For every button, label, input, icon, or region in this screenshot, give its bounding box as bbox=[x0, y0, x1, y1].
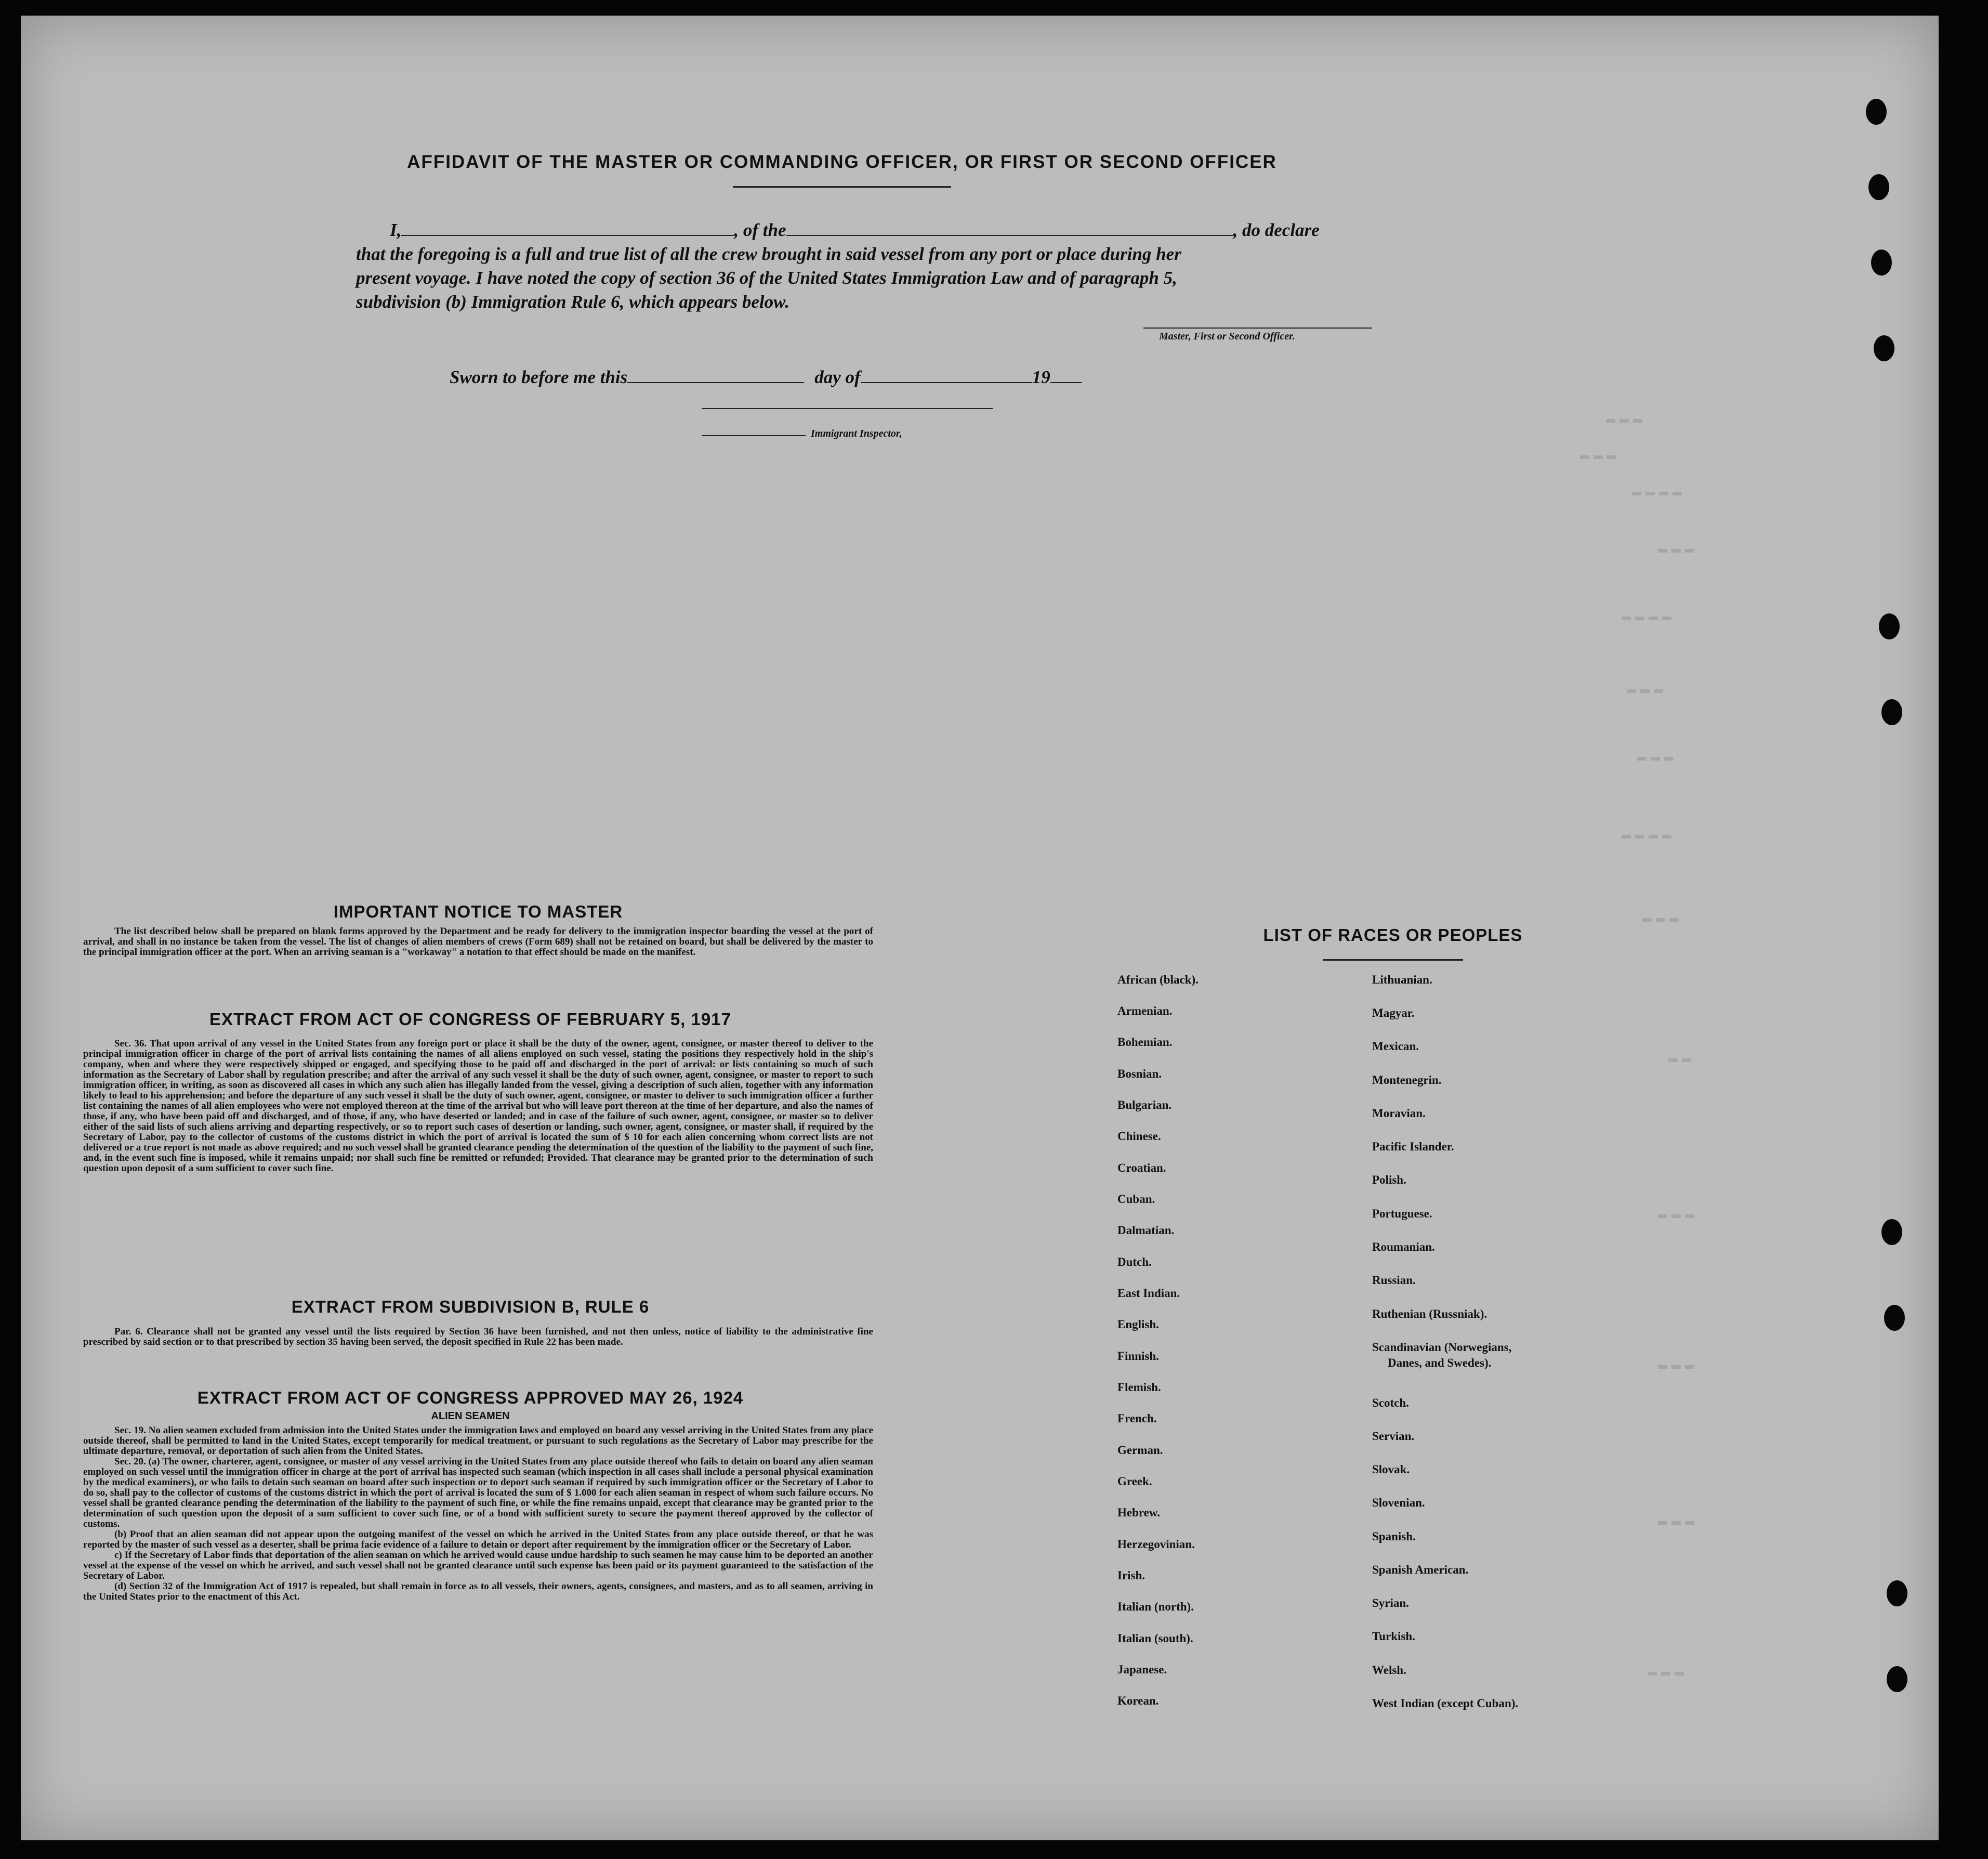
race-item: African (black). bbox=[1117, 973, 1199, 986]
notice-title: IMPORTANT NOTICE TO MASTER bbox=[333, 902, 623, 921]
title-underline bbox=[733, 186, 951, 188]
notice-text bbox=[83, 926, 873, 958]
alien-seamen-subtitle: ALIEN SEAMEN bbox=[431, 1410, 510, 1422]
affidavit-title: AFFIDAVIT OF THE MASTER OR COMMANDING OFFICER, OR FIRST OR SECOND OFFICER bbox=[407, 152, 1277, 172]
extract-1917-text bbox=[83, 1039, 873, 1174]
race-item: Flemish. bbox=[1117, 1381, 1161, 1394]
section-20d-paragraph: (d) Section 32 of the Immigration Act of 1917 is repealed, but shall remain in force as to all vessels, their owners, agents, consignees, and masters, and as to all seamen, arriving in the United States prior to the enactment of this Act. bbox=[83, 1581, 873, 1602]
race-item: West Indian (except Cuban). bbox=[1372, 1697, 1519, 1710]
sworn-month-blank bbox=[861, 366, 1032, 383]
race-item: Moravian. bbox=[1372, 1107, 1426, 1120]
race-item: Cuban. bbox=[1117, 1193, 1155, 1206]
race-item: Armenian. bbox=[1117, 1004, 1173, 1017]
race-item: Portuguese. bbox=[1372, 1207, 1432, 1220]
race-item: Magyar. bbox=[1372, 1006, 1415, 1019]
master-signature-line bbox=[1143, 328, 1372, 329]
master-signature-label: Master, First or Second Officer. bbox=[1159, 331, 1295, 342]
race-item: Finnish. bbox=[1117, 1350, 1159, 1363]
race-item: Montenegrin. bbox=[1372, 1073, 1442, 1086]
race-item: Croatian. bbox=[1117, 1161, 1166, 1174]
section-20c-paragraph: c) If the Secretary of Labor finds that deportation of the alien seaman on which he arrived would cause undue hardship to such seamen he may cause him to be deported an another vessel at the expense of the vessel on which he arrived, and such vessel shall not be granted clearance until such expense has been paid or its payment guaranteed to the satisfaction of the Secretary of Labor. bbox=[83, 1550, 873, 1581]
binder-hole bbox=[1887, 1666, 1907, 1692]
races-title-underline bbox=[1323, 959, 1463, 961]
race-item: Greek. bbox=[1117, 1475, 1152, 1488]
race-item: German. bbox=[1117, 1444, 1163, 1457]
vessel-name-blank bbox=[786, 219, 1233, 236]
sworn-prefix: Sworn to before me this bbox=[450, 367, 628, 387]
race-item: Italian (south). bbox=[1117, 1632, 1193, 1645]
declaration-line bbox=[356, 218, 1375, 242]
race-item: Dalmatian. bbox=[1117, 1224, 1175, 1237]
sworn-year-label: 19 bbox=[1032, 367, 1050, 387]
inspector-signature-line bbox=[702, 408, 993, 409]
binder-hole bbox=[1868, 174, 1889, 200]
binder-hole bbox=[1887, 1580, 1907, 1606]
binder-hole bbox=[1871, 250, 1892, 276]
race-item-continuation: Danes, and Swedes). bbox=[1388, 1356, 1492, 1369]
race-item: Lithuanian. bbox=[1372, 973, 1432, 986]
binder-hole bbox=[1881, 699, 1902, 725]
subdivision-title: EXTRACT FROM SUBDIVISION B, RULE 6 bbox=[291, 1297, 650, 1316]
binder-hole bbox=[1866, 99, 1887, 125]
race-item: Dutch. bbox=[1117, 1255, 1152, 1268]
race-item: Irish. bbox=[1117, 1569, 1146, 1582]
sworn-year-blank bbox=[1050, 366, 1082, 383]
document-page: ▬▬▬ ▬▬▬ ▬▬▬▬ ▬▬▬ ▬▬▬▬ ▬▬▬ ▬▬▬ ▬▬▬▬ ▬▬▬ ▬▬ ▬▬▬ ▬▬▬ ▬▬▬ ▬▬▬ AFFIDAVIT OF THE MASTER OR COMMANDING OFFICER, OR FIRST OR SECOND OFFICER I, , of the , do declare that the foregoing is a full and true list of all the crew brought in said vessel from any port or place during her present voyage. I have noted the copy of section 36 of the United States Immigration Law and of paragraph 5, subdivision (b) Immigration Rule 6, which appears below. Master, First or Second Officer. Sworn to before me this day of 19 Immigrant Inspector, IMPORTANT NOTICE TO MASTER The list described below shall be prepared on blank forms approved by the Department and be ready for delivery to the immigration inspector boarding the vessel at the port of arrival, and shall in no instance be taken from the vessel. The list of changes of alien members of crews (Form 689) shall not be retained on board, but shall be delivered by the master to the principal immigration officer at the port. When an arriving seaman is a "workaway" a notation to that effect should be made on the manifest. EXTRACT FROM ACT OF CONGRESS OF FEBRUARY 5, 1917 Sec. 36. That upon arrival of any vessel in the United States from any foreign port or place it shall be the duty of the owner, agent, consignee, or master thereof to deliver to the principal immigration officer in charge of the port of arrival lists containing the names of all aliens employed on such vessel, stating the positions they respectively hold in the ship's company, when and where they were respectively shipped or engaged, and specifying those to be paid off and discharged in the port of arrival: or lists containing so much of such information as the Secretary of Labor shall by regulation prescribe; and after the arrival of any such vessel it shall be the duty of such owner, agent, consignee, or master to report to such immigration officer, in writing, as soon as discovered all cases in which any such alien has illegally landed from the vessel, giving a description of such alien, together with any information likely to lead to his apprehension; and before the departure of any such vessel it shall be the duty of such owner, agent, consignee, or master to deliver to such immigration officer a further list containing the names of all alien employees who were not employed thereon at the time of the arrival but who will leave port thereon at the time of her departure, and also the names of those, if any, who have been paid off and discharged, and of those, if any, who have deserted or landed; and in case of the failure of such owner, agent, consignee, or master so to deliver either of the said lists of such aliens arriving and departing respectively, or so to report such cases of desertion or landing, such owner, agent, consignee, or master shall, if required by the Secretary of Labor, pay to the collector of customs of the customs district in which the port of arrival is located the sum of $ 10 for each alien concerning whom correct lists are not delivered or a true report is not made as above required; and no such vessel shall be granted clearance pending the determination of the question of the liability to the payment of such fine, and, in the event such fine is imposed, while it remains unpaid; nor shall such fine be remitted or refunded; Provided. That clearance may be granted prior to the determination of such question upon deposit of a sum sufficient to cover such fine. EXTRACT FROM SUBDIVISION B, RULE 6 Par. 6. Clearance shall not be granted any vessel until the lists required by Section 36 have been furnished, and not then unless, notice of liability to the administrative fine prescribed by said section or to that prescribed by section 35 having been served, the deposit specified in Rule 22 has been made. EXTRACT FROM ACT OF CONGRESS APPROVED MAY 26, 1924 ALIEN SEAMEN Sec. 19. No alien seamen excluded from admission into the United States under the immigration laws and employed on board any vessel arriving in the United States from any place outside thereof, shall be permitted to land in the United States, except temporarily for medical treatment, or pursuant to such regulations as the Secretary of Labor may prescribe for the ultimate departure, removal, or deportation of such alien from the United States. Sec. 20. (a) The owner, charterer, agent, consignee, or master of any vessel arriving in the United States from any place outside thereof who fails to detain on board any alien seaman employed on such vessel until the immigration officer in charge at the port of arrival has inspected such seaman (which inspection in all cases shall include a personal physical examination by the medical examiners), or who fails to detain such seaman on board after such inspection or to deport such seaman if required by such immigration officer or the Secretary of Labor to do so, shall pay to the collector of customs of the customs district in which the port of arrival is located the sum of $ 1.000 for each alien seaman in respect of whom such failure occurs. No vessel shall be granted clearance pending the determination of the liability to the payment of such fine, or while the fine remains unpaid, except that clearance may be granted prior to the determination of such question upon the deposit of a sum sufficient to cover such fine, or of a bond with sufficient surety to secure the payment thereof approved by the collector of customs. (b) Proof that an alien seaman did not appear upon the outgoing manifest of the vessel on which he arrived in the United States from any place outside thereof, or that he was reported by the master of such vessel as a deserter, shall be prima facie evidence of a failure to detain or deport after requirement by the immigration officer or the Secretary of Labor. c) If the Secretary of Labor finds that deportation of the alien seaman on which he arrived would cause undue hardship to such seamen he may cause him to be deported an another vessel at the expense of the vessel on which he arrived, and such vessel shall not be granted clearance until such expense has been paid or its payment guaranteed to the satisfaction of the Secretary of Labor. (d) Section 32 of the Immigration Act of 1917 is repealed, but shall remain in force as to all vessels, their owners, agents, consignees, and masters, and as to all seamen, arriving in the United States prior to the enactment of this Act. LIST OF RACES OR PEOPLES African (black). Armenian. Bohemian. Bosnian. Bulgarian. Chinese. Croatian. Cuban. Dalmatian. Dutch. East Indian. English. Finnish. Flemish. French. German. Greek. Hebrew. Herzegovinian. Irish. Italian (north). Italian (south). Japanese. Korean. Lithuanian. Magyar. Mexican. Montenegrin. Moravian. Pacific Islander. Polish. Portuguese. Roumanian. Russian. Ruthenian (Russniak). Scandinavian (Norwegians, Danes, and Swedes). Scotch. Servian. Slovak. Slovenian. Spanish. Spanish American. Syrian. Turkish. Welsh. West Indian (except Cuban). bbox=[21, 16, 1939, 1840]
declarant-prefix: I, bbox=[390, 220, 402, 240]
race-item: Roumanian. bbox=[1372, 1240, 1435, 1253]
race-item: Spanish American. bbox=[1372, 1563, 1469, 1576]
race-item: Ruthenian (Russniak). bbox=[1372, 1307, 1487, 1320]
race-item: English. bbox=[1117, 1318, 1159, 1331]
sworn-day-label: day of bbox=[814, 367, 861, 387]
race-item: Pacific Islander. bbox=[1372, 1140, 1454, 1153]
race-item: Scotch. bbox=[1372, 1396, 1409, 1409]
do-declare-label: , do declare bbox=[1233, 220, 1320, 240]
race-item: Polish. bbox=[1372, 1173, 1406, 1186]
binder-hole bbox=[1874, 335, 1894, 361]
subdivision-text bbox=[83, 1327, 873, 1347]
race-item: East Indian. bbox=[1117, 1287, 1180, 1300]
race-item: Welsh. bbox=[1372, 1664, 1406, 1677]
extract-1924-text bbox=[83, 1425, 873, 1602]
binder-hole bbox=[1884, 1305, 1905, 1331]
affidavit-line-4: subdivision (b) Immigration Rule 6, which appears below. bbox=[356, 292, 789, 312]
race-item: Herzegovinian. bbox=[1117, 1538, 1195, 1551]
of-the-label: , of the bbox=[734, 220, 786, 240]
race-item: Servian. bbox=[1372, 1430, 1415, 1443]
declarant-name-blank bbox=[401, 219, 734, 236]
affidavit-body bbox=[356, 218, 1375, 314]
inspector-label: Immigrant Inspector, bbox=[811, 428, 902, 439]
race-item: Chinese. bbox=[1117, 1130, 1161, 1143]
race-item: Slovenian. bbox=[1372, 1496, 1425, 1509]
race-item: Korean. bbox=[1117, 1694, 1159, 1707]
paragraph-6: Par. 6. Clearance shall not be granted any vessel until the lists required by Section 36 have been furnished, and not then unless, notice of liability to the administrative fine prescribed by said section or to that prescribed by section 35 having been served, the deposit specified in Rule 22 has been made. bbox=[83, 1326, 873, 1347]
race-item: Slovak. bbox=[1372, 1463, 1410, 1476]
race-item: Bulgarian. bbox=[1117, 1098, 1172, 1111]
race-item: Japanese. bbox=[1117, 1663, 1167, 1676]
affidavit-line-3: present voyage. I have noted the copy of section 36 of the United States Immigration Law and of paragraph 5, bbox=[356, 268, 1177, 288]
section-19-paragraph: Sec. 19. No alien seamen excluded from admission into the United States under the immigration laws and employed on board any vessel arriving in the United States from any place outside thereof, shall be permitted to land in the United States, except temporarily for medical treatment, or pursuant to such regulations as the Secretary of Labor may prescribe for the ultimate departure, removal, or deportation of such alien from the United States. bbox=[83, 1425, 873, 1457]
race-item: Mexican. bbox=[1372, 1040, 1419, 1053]
sworn-line bbox=[450, 366, 1177, 388]
section-20b-paragraph: (b) Proof that an alien seaman did not appear upon the outgoing manifest of the vessel on which he arrived in the United States from any place outside thereof, or that he was reported by the master of such vessel as a deserter, shall be prima facie evidence of a failure to detain or deport after requirement by the immigration officer or the Secretary of Labor. bbox=[83, 1529, 873, 1550]
race-item: Bohemian. bbox=[1117, 1036, 1173, 1049]
binder-hole bbox=[1881, 1219, 1902, 1245]
race-item: Turkish. bbox=[1372, 1630, 1415, 1643]
race-item: Spanish. bbox=[1372, 1530, 1416, 1543]
race-item: Italian (north). bbox=[1117, 1600, 1194, 1613]
race-item: Syrian. bbox=[1372, 1596, 1409, 1609]
section-36-paragraph: Sec. 36. That upon arrival of any vessel in the United States from any foreign port or place it shall be the duty of the owner, agent, consignee, or master thereof to deliver to the principal immigration officer in charge of the port of arrival lists containing the names of all aliens employed on such vessel, stating the positions they respectively hold in the ship's company, when and where they were respectively shipped or engaged, and specifying those to be paid off and discharged in the port of arrival: or lists containing so much of such information as the Secretary of Labor shall by regulation prescribe; and after the arrival of any such vessel it shall be the duty of such owner, agent, consignee, or master to report to such immigration officer, in writing, as soon as discovered all cases in which any such alien has illegally landed from the vessel, giving a description of such alien, together with any information likely to lead to his apprehension; and before the departure of any such vessel it shall be the duty of such owner, agent, consignee, or master to deliver to such immigration officer a further list containing the names of all alien employees who were not employed thereon at the time of the arrival but who will leave port thereon at the time of her departure, and also the names of those, if any, who have been paid off and discharged, and of those, if any, who have deserted or landed; and in case of the failure of such owner, agent, consignee, or master so to deliver either of the said lists of such aliens arriving and departing respectively, or so to report such cases of desertion or landing, such owner, agent, consignee, or master shall, if required by the Secretary of Labor, pay to the collector of customs of the customs district in which the port of arrival is located the sum of $ 10 for each alien concerning whom correct lists are not delivered or a true report is not made as above required; and no such vessel shall be granted clearance pending the determination of the question of the liability to the payment of such fine, and, in the event such fine is imposed, while it remains unpaid; nor shall such fine be remitted or refunded; Provided. That clearance may be granted prior to the determination of such question upon deposit of a sum sufficient to cover such fine. bbox=[83, 1038, 873, 1174]
extract-1924-title: EXTRACT FROM ACT OF CONGRESS APPROVED MAY 26, 1924 bbox=[197, 1388, 744, 1407]
extract-1917-title: EXTRACT FROM ACT OF CONGRESS OF FEBRUARY 5, 1917 bbox=[209, 1010, 731, 1029]
races-title: LIST OF RACES OR PEOPLES bbox=[1263, 925, 1523, 945]
race-item: Scandinavian (Norwegians, bbox=[1372, 1341, 1512, 1354]
binder-hole bbox=[1879, 613, 1900, 639]
sworn-date-blank bbox=[627, 366, 804, 383]
race-item: Russian. bbox=[1372, 1274, 1416, 1287]
race-item: Bosnian. bbox=[1117, 1067, 1162, 1080]
section-20a-paragraph: Sec. 20. (a) The owner, charterer, agent, consignee, or master of any vessel arriving in the United States from any place outside thereof who fails to detain on board any alien seaman employed on such vessel until the immigration officer in charge at the port of arrival has inspected such seaman (which inspection in all cases shall include a personal physical examination by the medical examiners), or who fails to detain such seaman on board after such inspection or to deport such seaman if required by such immigration officer or the Secretary of Labor to do so, shall pay to the collector of customs of the customs district in which the port of arrival is located the sum of $ 1.000 for each alien seaman in respect of whom such failure occurs. No vessel shall be granted clearance pending the determination of the liability to the payment of such fine, or while the fine remains unpaid, except that clearance may be granted prior to the determination of such question upon the deposit of a sum sufficient to cover such fine, or of a bond with sufficient surety to secure the payment thereof approved by the collector of customs. bbox=[83, 1456, 873, 1529]
inspector-short-line bbox=[702, 435, 806, 436]
race-item: Hebrew. bbox=[1117, 1506, 1160, 1519]
race-item: French. bbox=[1117, 1412, 1157, 1425]
affidavit-line-2: that the foregoing is a full and true list of all the crew brought in said vessel from any port or place during her bbox=[356, 244, 1181, 264]
notice-paragraph: The list described below shall be prepared on blank forms approved by the Department and be ready for delivery to the immigration inspector boarding the vessel at the port of arrival, and shall in no instance be taken from the vessel. The list of changes of alien members of crews (Form 689) shall not be retained on board, but shall be delivered by the master to the principal immigration officer at the port. When an arriving seaman is a "workaway" a notation to that effect should be made on the manifest. bbox=[83, 926, 873, 958]
